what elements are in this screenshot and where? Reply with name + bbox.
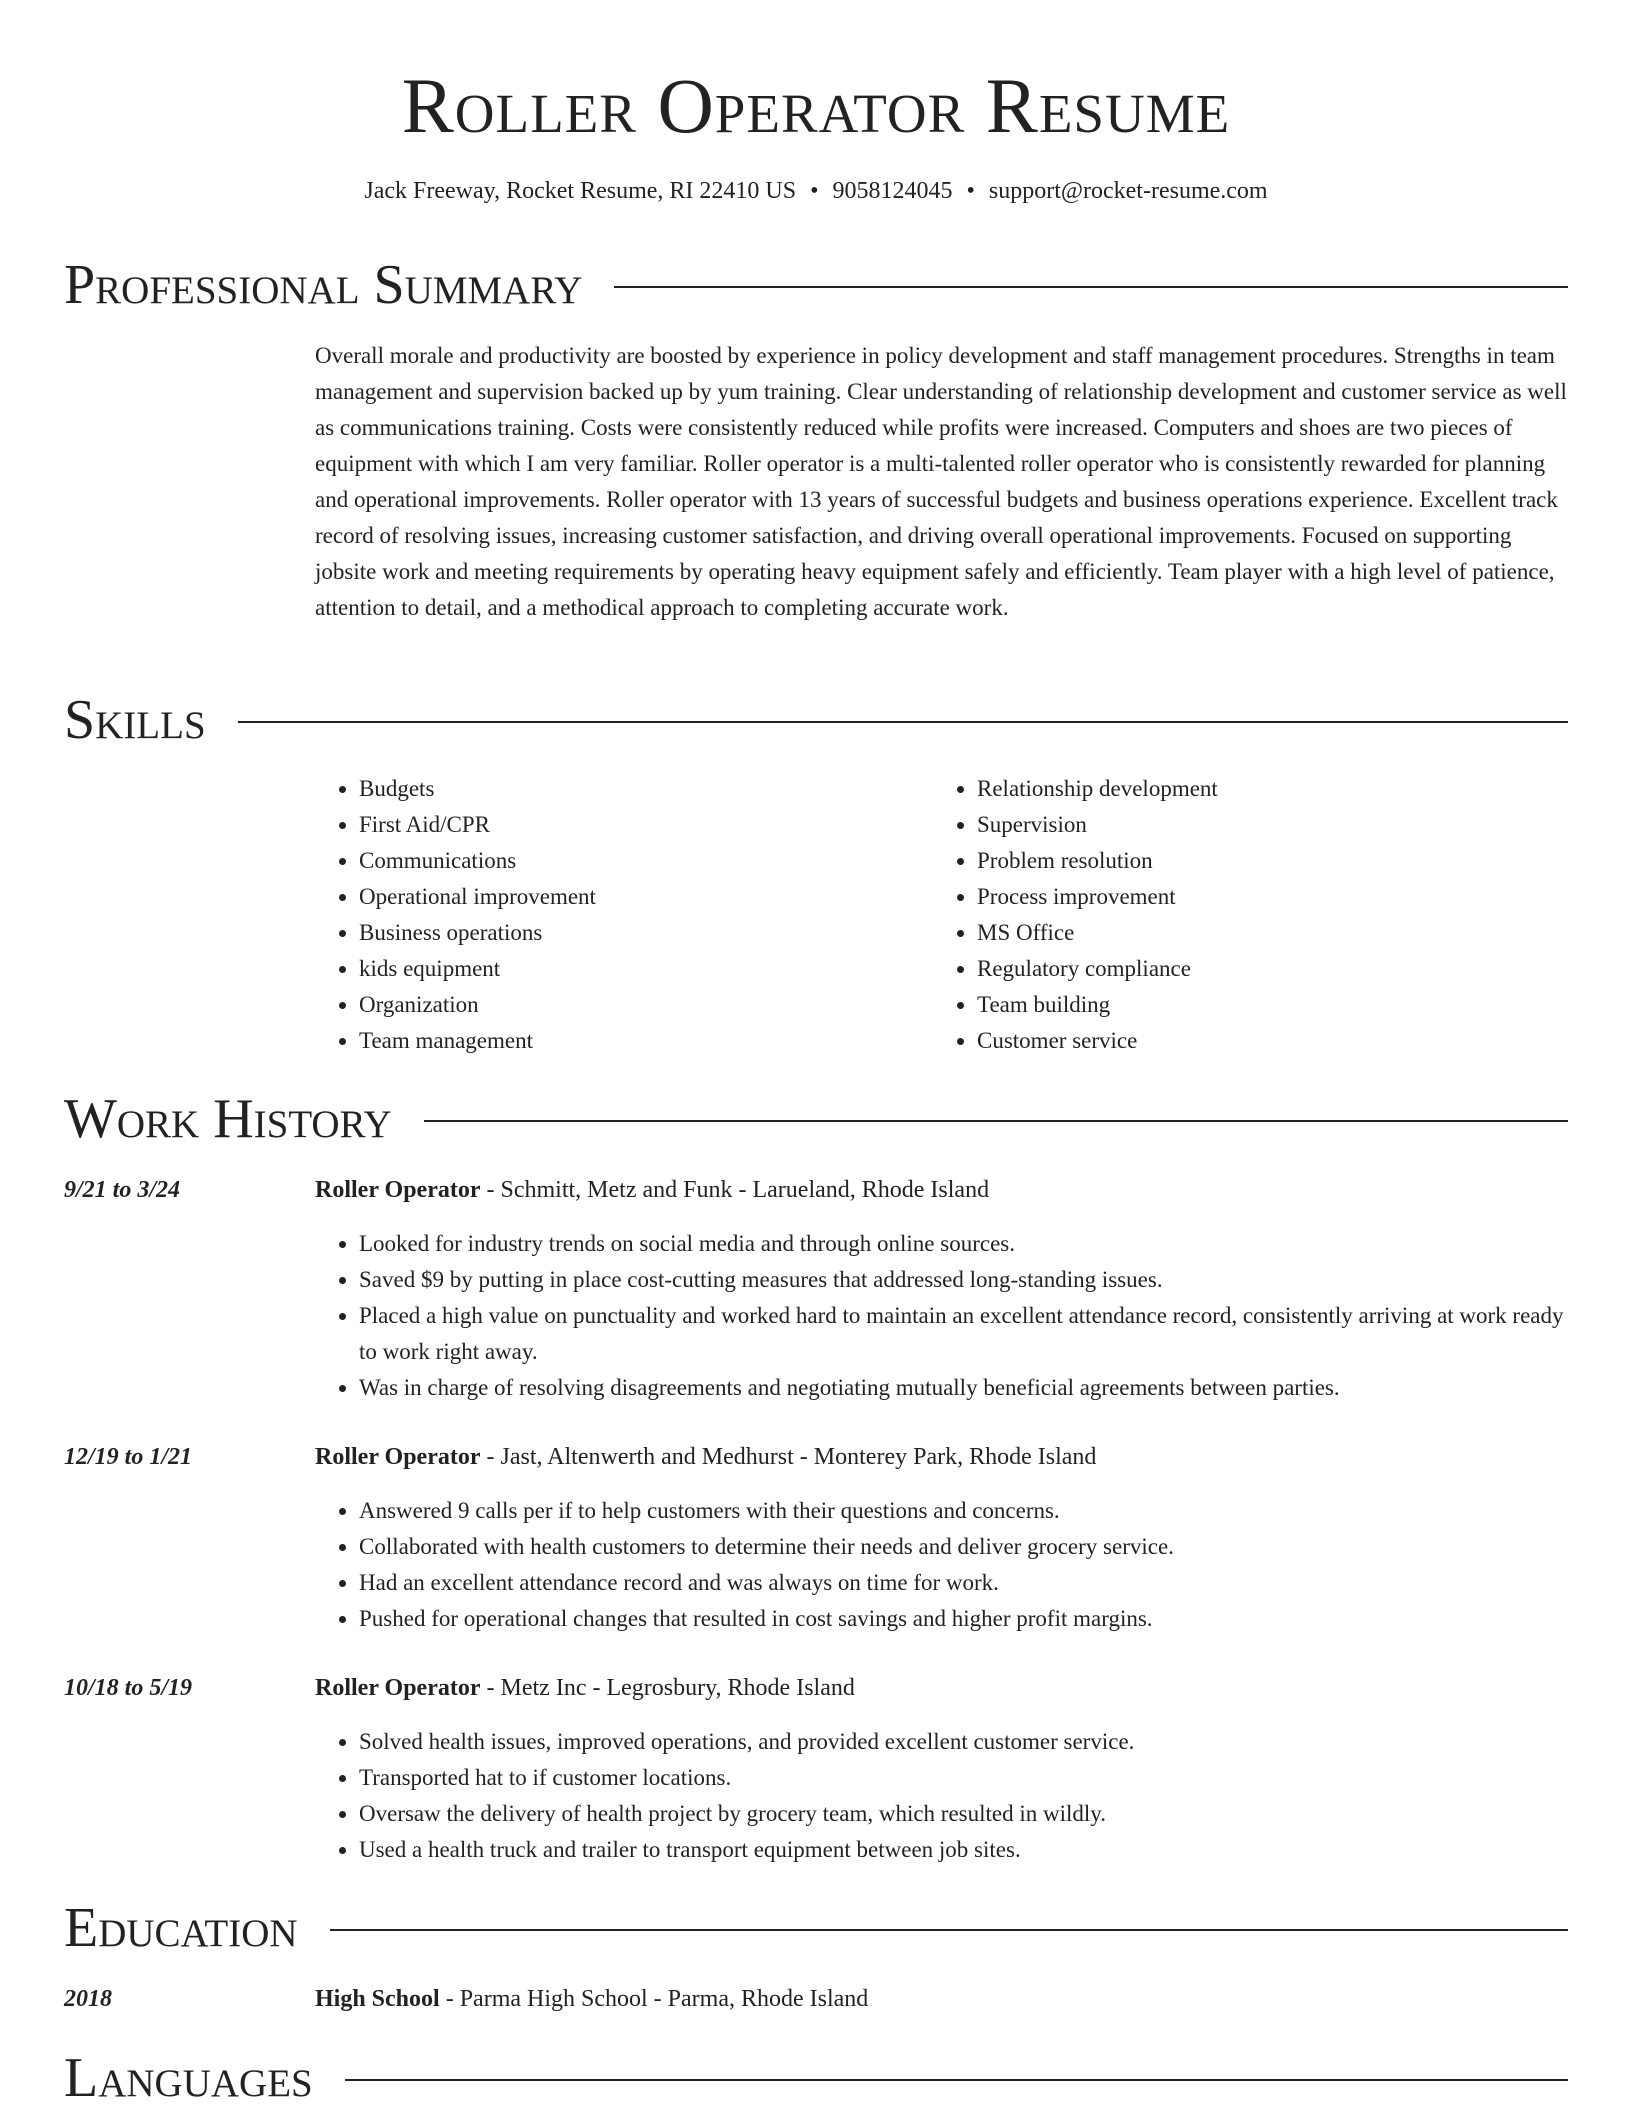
contact-separator: •	[810, 178, 819, 204]
skill-item: • Relationship development	[977, 771, 1551, 807]
contact-separator: •	[966, 178, 975, 204]
work-bullets	[315, 1724, 1568, 1868]
work-date: 10/18 to 5/19	[64, 1675, 193, 1701]
work-bullets	[315, 1226, 1568, 1406]
section-divider	[345, 2079, 1568, 2081]
work-bullet: • Oversaw the delivery of health project by grocery team, which resulted in wildly.	[359, 1796, 1568, 1832]
skill-item: • Organization	[359, 987, 933, 1023]
skill-item: • Team building	[977, 987, 1551, 1023]
skill-item: • Budgets	[359, 771, 933, 807]
work-role: Roller Operator	[315, 1444, 481, 1470]
work-bullet: • Transported hat to if customer locations.	[359, 1760, 1568, 1796]
work-bullet: • Used a health truck and trailer to transport equipment between job sites.	[359, 1832, 1568, 1868]
skill-item: • Communications	[359, 843, 933, 879]
education-date: 2018	[64, 1986, 112, 2012]
summary-section-header	[64, 250, 1568, 320]
skill-item: • Supervision	[977, 807, 1551, 843]
work-bullet: • Had an excellent attendance record and was always on time for work.	[359, 1565, 1568, 1601]
work-bullet: • Collaborated with health customers to determine their needs and deliver grocery service.	[359, 1529, 1568, 1565]
work-bullet: • Solved health issues, improved operations, and provided excellent customer service.	[359, 1724, 1568, 1760]
work-bullet: • Saved $9 by putting in place cost-cutting measures that addressed long-standing issues.	[359, 1262, 1568, 1298]
section-divider	[238, 721, 1568, 723]
education-section-header	[64, 1893, 1568, 1963]
education-heading-line	[315, 1981, 868, 2017]
work-role: Roller Operator	[315, 1177, 481, 1203]
skill-item: • Team management	[359, 1023, 933, 1059]
education-heading: Education	[64, 1897, 298, 1959]
education-degree: High School	[315, 1986, 440, 2012]
education-details: - Parma High School - Parma, Rhode Island	[439, 1986, 869, 2012]
skill-item: • kids equipment	[359, 951, 933, 987]
section-divider	[614, 286, 1568, 288]
languages-section-header	[64, 2043, 1568, 2113]
skill-item: • Process improvement	[977, 879, 1551, 915]
section-divider	[330, 1929, 1568, 1931]
work-bullet: • Placed a high value on punctuality and worked hard to maintain an excellent attendance record, consistently arriving at work ready to work right away.	[359, 1298, 1568, 1370]
work-details: - Schmitt, Metz and Funk - Larueland, Rhode Island	[480, 1177, 990, 1203]
work-bullet: • Was in charge of resolving disagreements and negotiating mutually beneficial agreements between parties.	[359, 1370, 1568, 1406]
summary-heading: Professional Summary	[64, 254, 583, 316]
skill-item: • Problem resolution	[977, 843, 1551, 879]
skill-item: • Operational improvement	[359, 879, 933, 915]
work-date: 9/21 to 3/24	[64, 1177, 181, 1203]
work-bullet: • Looked for industry trends on social media and through online sources.	[359, 1226, 1568, 1262]
section-divider	[424, 1120, 1568, 1122]
skill-item: • Business operations	[359, 915, 933, 951]
work-details: - Metz Inc - Legrosbury, Rhode Island	[480, 1675, 855, 1701]
skill-item: • Regulatory compliance	[977, 951, 1551, 987]
languages-heading: Languages	[64, 2047, 313, 2109]
contact-line	[64, 172, 1568, 210]
skills-section-header	[64, 685, 1568, 755]
skill-item: • Customer service	[977, 1023, 1551, 1059]
work-bullet: • Answered 9 calls per if to help customers with their questions and concerns.	[359, 1493, 1568, 1529]
resume-title: Roller Operator Resume	[401, 62, 1231, 149]
contact-phone: 9058124045	[832, 178, 953, 204]
contact-address: Jack Freeway, Rocket Resume, RI 22410 US	[364, 178, 797, 204]
skill-item: • First Aid/CPR	[359, 807, 933, 843]
skill-item: • MS Office	[977, 915, 1551, 951]
work-bullets	[315, 1493, 1568, 1637]
work-heading: Work History	[64, 1088, 392, 1150]
work-role: Roller Operator	[315, 1675, 481, 1701]
work-bullet: • Pushed for operational changes that resulted in cost savings and higher profit margins.	[359, 1601, 1568, 1637]
work-section-header	[64, 1084, 1568, 1154]
work-heading-line	[315, 1439, 1096, 1475]
work-details: - Jast, Altenwerth and Medhurst - Monterey Park, Rhode Island	[480, 1444, 1097, 1470]
skills-list	[315, 771, 1568, 1059]
skills-column-left	[315, 771, 933, 1059]
work-heading-line	[315, 1172, 989, 1208]
work-heading-line	[315, 1670, 855, 1706]
work-date: 12/19 to 1/21	[64, 1444, 193, 1470]
summary-text: Overall morale and productivity are boosted by experience in policy development and staff management procedures. Strengths in team management and supervision backed up by yum training. Clear understanding of relationship development and customer service as well as communications training. Costs were consistently reduced while profits were increased. Computers and shoes are two pieces of equipment with which I am very familiar. Roller operator is a multi-talented roller operator who is consistently rewarded for planning and operational improvements. Roller operator with 13 years of successful budgets and business operations experience. Excellent track record of resolving issues, increasing customer satisfaction, and driving overall operational improvements. Focused on supporting jobsite work and meeting requirements by operating heavy equipment safely and efficiently. Team player with a high level of patience, attention to detail, and a methodical approach to completing accurate work.	[315, 343, 1567, 620]
skills-column-right	[933, 771, 1551, 1059]
skills-heading: Skills	[64, 689, 206, 751]
contact-email: support@rocket-resume.com	[988, 178, 1268, 204]
